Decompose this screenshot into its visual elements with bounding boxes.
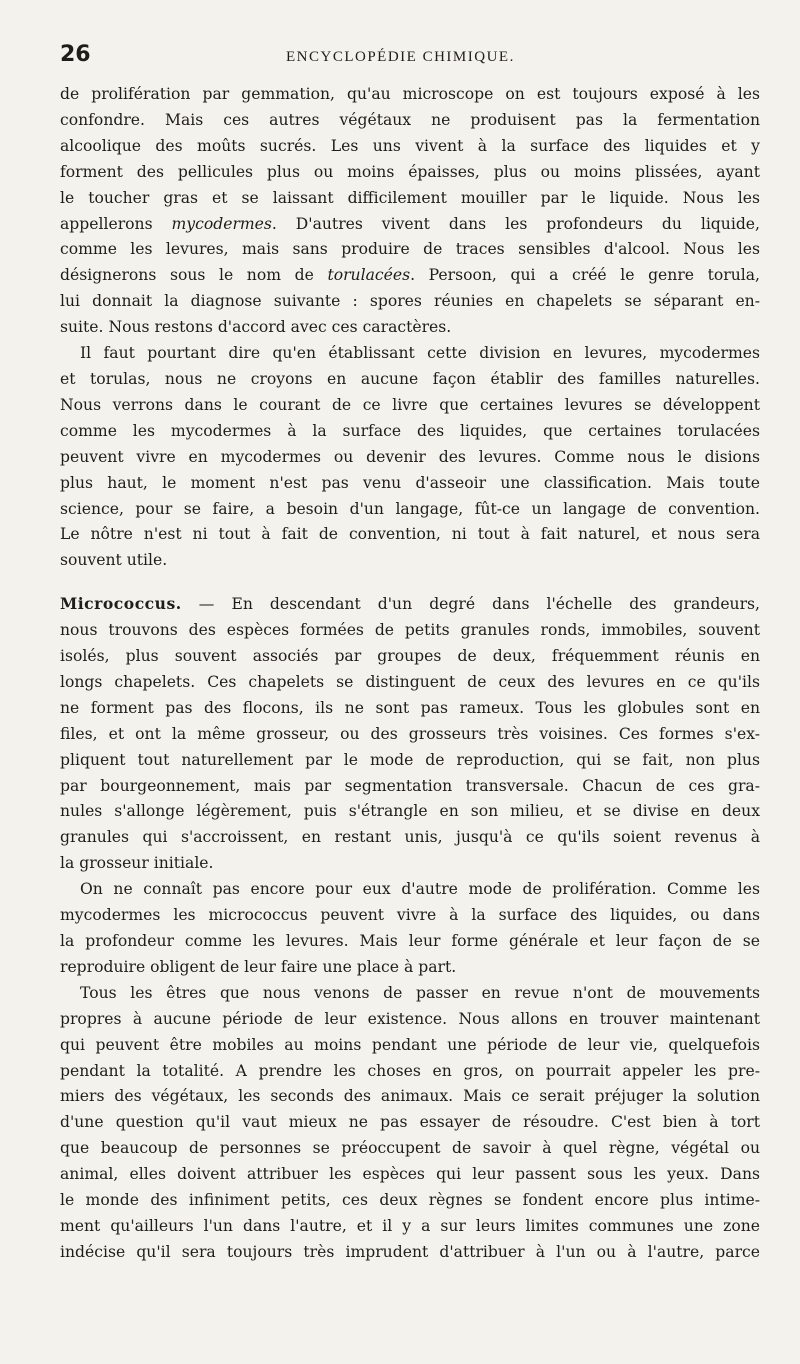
text-segment: désignerons sous le nom de: [60, 266, 314, 285]
text-segment: . D'autres vivent dans les profondeurs du liquide,: [271, 214, 760, 233]
text-line: la grosseur initiale.: [60, 854, 214, 873]
text-line: alcoolique des moûts sucrés. Les uns vivent à la surface des liquides et y: [60, 136, 760, 155]
text-line: le toucher gras et se laissant difficilement mouiller par le liquide. Nous les: [60, 188, 760, 207]
section-heading: Micrococcus.: [60, 594, 182, 614]
text-line: peuvent vivre en mycodermes ou devenir des levures. Comme nous le disions: [60, 447, 760, 466]
text-line: plus haut, le moment n'est pas venu d'asseoir une classification. Mais toute: [60, 473, 760, 492]
text-line: forment des pellicules plus ou moins épaisses, plus ou moins plissées, ayant: [60, 162, 760, 181]
text-line: longs chapelets. Ces chapelets se distinguent de ceux des levures en ce qu'ils: [60, 672, 760, 691]
text-line: et torulas, nous ne croyons en aucune façon établir des familles naturelles.: [60, 369, 760, 388]
text-line: de prolifération par gemmation, qu'au microscope on est toujours exposé à les: [60, 85, 760, 103]
text-segment: . Persoon, qui a créé le genre torula,: [410, 266, 760, 285]
text-line: par bourgeonnement, mais par segmentation transversale. Chacun de ces gra-: [60, 776, 760, 795]
text-line: pliquent tout naturellement par le mode de reproduction, qui se fait, non plus: [60, 750, 760, 769]
paragraph-2: [60, 341, 760, 574]
text-line: pendant la totalité. A prendre les choses en gros, on pourrait appeler les pre-: [60, 1061, 760, 1080]
text-line: science, pour se faire, a besoin d'un langage, fût-ce un langage de convention.: [60, 499, 760, 518]
term-torulacees: torulacées: [327, 266, 411, 285]
paragraph-micrococcus: [60, 591, 760, 877]
text-segment: appellerons: [60, 214, 153, 233]
text-line: indécise qu'il sera toujours très imprudent d'attribuer à l'un ou à l'autre, parce: [60, 1242, 760, 1261]
body-text: [60, 82, 760, 1266]
text-line: [60, 212, 760, 238]
text-line: souvent utile.: [60, 551, 168, 570]
text-line: propres à aucune période de leur existence. Nous allons en trouver maintenant: [60, 1009, 760, 1028]
text-line: ne forment pas des flocons, ils ne sont pas rameux. Tous les globules sont en: [60, 698, 760, 717]
text-line: qui peuvent être mobiles au moins pendant une période de leur vie, quelquefois: [60, 1035, 760, 1054]
text-line: [60, 591, 760, 618]
text-line: Le nôtre n'est ni tout à fait de convention, ni tout à fait naturel, et nous sera: [60, 525, 760, 544]
text-line: suite. Nous restons d'accord avec ces caractères.: [60, 318, 452, 337]
text-line: ment qu'ailleurs l'un dans l'autre, et il y a sur leurs limites communes une zone: [60, 1216, 760, 1235]
text-line: nous trouvons des espèces formées de petits granules ronds, immobiles, souvent: [60, 621, 760, 640]
text-line: la profondeur comme les levures. Mais leur forme générale et leur façon de se: [60, 932, 760, 950]
text-line: files, et ont la même grosseur, ou des grosseurs très voisines. Ces formes s'ex-: [60, 724, 760, 743]
text-line: nules s'allonge légèrement, puis s'étrangle en son milieu, et se divise en deux: [60, 802, 760, 821]
text-line: Il faut pourtant dire qu'en établissant cette division en levures, mycodermes: [80, 344, 760, 363]
text-line: animal, elles doivent attribuer les espèces qui leur passent sous les yeux. Dans: [60, 1165, 760, 1184]
text-line: d'une question qu'il vaut mieux ne pas essayer de résoudre. C'est bien à tort: [60, 1113, 760, 1132]
text-line: Tous les êtres que nous venons de passer en revue n'ont de mouvements: [80, 983, 760, 1002]
text-line: [60, 263, 760, 289]
text-line: lui donnait la diagnose suivante : spores réunies en chapelets se séparant en-: [60, 292, 760, 311]
text-line: miers des végétaux, les seconds des animaux. Mais ce serait préjuger la solution: [60, 1087, 760, 1106]
term-mycodermes: mycodermes: [171, 214, 272, 233]
text-line: mycodermes les micrococcus peuvent vivre à la surface des liquides, ou dans: [60, 906, 760, 925]
text-line: Nous verrons dans le courant de ce livre que certaines levures se développent: [60, 395, 760, 414]
text-line: confondre. Mais ces autres végétaux ne produisent pas la fermentation: [60, 110, 760, 129]
text-line: granules qui s'accroissent, en restant unis, jusqu'à ce qu'ils soient revenus à: [60, 828, 760, 847]
text-line: que beaucoup de personnes se préoccupent de savoir à quel règne, végétal ou: [60, 1139, 760, 1158]
text-segment: — En descendant d'un degré dans l'échelle des grandeurs,: [181, 595, 760, 614]
page-number: 26: [60, 42, 91, 67]
paragraph-4: [60, 877, 760, 981]
paragraph-1: [60, 82, 760, 341]
text-line: On ne connaît pas encore pour eux d'autre mode de prolifération. Comme les: [80, 880, 760, 899]
paragraph-5: [60, 981, 760, 1266]
page-header: [60, 42, 760, 72]
text-line: le monde des infiniment petits, ces deux règnes se fondent encore plus intime-: [60, 1191, 760, 1210]
text-line: reproduire obligent de leur faire une place à part.: [60, 957, 457, 976]
text-line: comme les levures, mais sans produire de traces sensibles d'alcool. Nous les: [60, 240, 760, 259]
text-line: comme les mycodermes à la surface des liquides, que certaines torulacées: [60, 421, 760, 440]
running-title: ENCYCLOPÉDIE CHIMIQUE.: [286, 49, 515, 65]
text-line: isolés, plus souvent associés par groupes de deux, fréquemment réunis en: [60, 647, 760, 666]
